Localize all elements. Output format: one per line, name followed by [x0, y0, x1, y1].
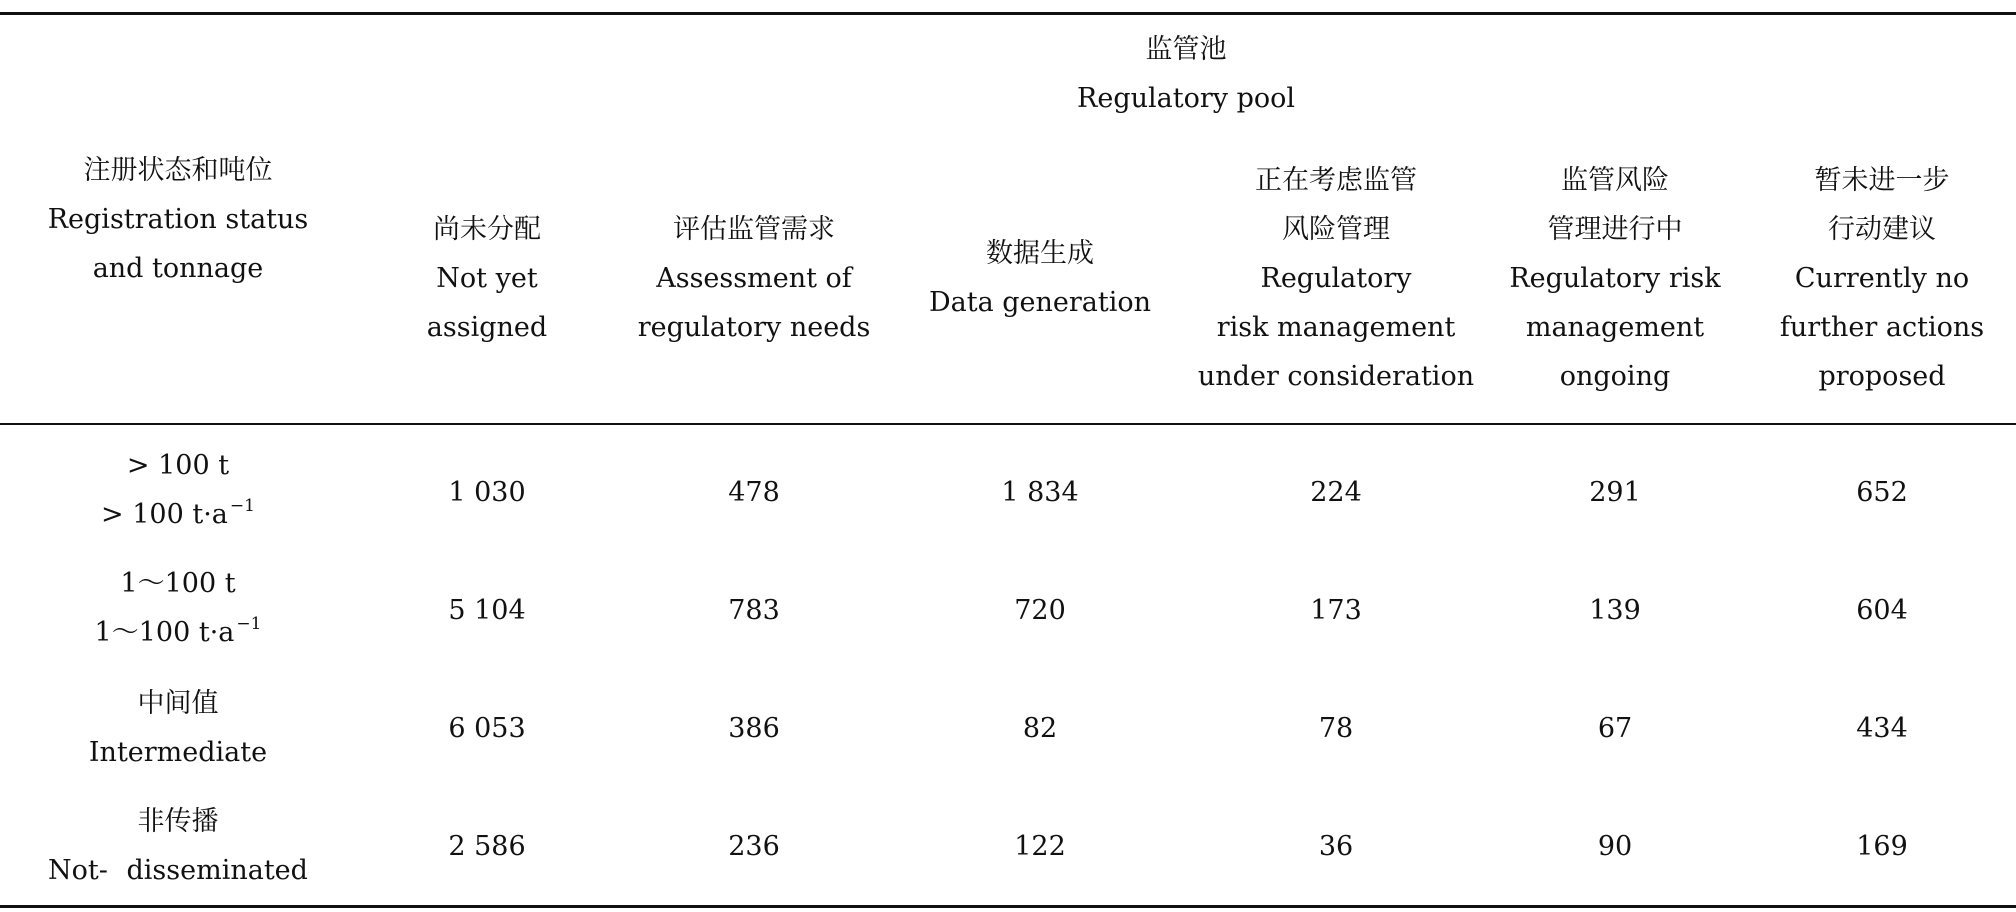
column-header-zh: 正在考虑监管 [1255, 164, 1417, 196]
row-label-line: Not- disseminated [48, 855, 308, 886]
table-cell: 82 [1022, 712, 1058, 744]
table-cell: 478 [728, 476, 780, 508]
table-cell: 139 [1589, 594, 1641, 626]
column-header-assessment [618, 133, 890, 424]
column-header-en: risk management [1216, 311, 1456, 343]
table-cell: 173 [1310, 594, 1362, 626]
row-label [0, 424, 356, 551]
column-header-not-yet-assigned [356, 133, 618, 424]
table-cell: 434 [1856, 712, 1908, 744]
column-header-zh: 管理进行中 [1547, 213, 1683, 245]
table-cell: 6 053 [448, 712, 526, 744]
column-header-ongoing [1482, 133, 1748, 424]
table-cell: 224 [1310, 476, 1362, 508]
row-label-line: 1～100 t [120, 568, 236, 599]
stub-header [0, 14, 356, 425]
row-label-exponent: −1 [236, 614, 262, 634]
row-label [0, 669, 356, 787]
column-header-en: ongoing [1559, 360, 1671, 392]
column-header-zh: 评估监管需求 [673, 213, 835, 245]
table-cell: 236 [618, 787, 890, 907]
row-label-line [0, 490, 356, 543]
table-row [0, 424, 2016, 551]
column-header-en: Data generation [928, 287, 1152, 318]
table-cell: 2 586 [356, 787, 618, 907]
column-header-en: Regulatory risk [1509, 262, 1721, 294]
column-header-en: Currently no [1794, 262, 1970, 294]
column-header-en: management [1525, 311, 1705, 343]
column-header-en: Regulatory [1260, 262, 1412, 294]
table-cell: 78 [1318, 712, 1354, 744]
column-header-zh: 监管风险 [1561, 164, 1669, 196]
row-label-line: 非传播 [137, 806, 219, 837]
column-header-zh: 风险管理 [1282, 213, 1390, 245]
row-label-line: > 100 t [126, 450, 230, 481]
column-header-no-further-actions [1748, 133, 2016, 424]
row-label-unit: 1～100 t·a [94, 617, 235, 648]
row-label [0, 787, 356, 907]
group-header-en: Regulatory pool [1077, 83, 1296, 114]
table-cell: 169 [1748, 787, 2016, 907]
table-row [0, 787, 2016, 907]
table-cell: 720 [1014, 594, 1066, 626]
table-cell: 783 [728, 594, 780, 626]
table-cell: 604 [1856, 594, 1908, 626]
column-header-en: Not yet [436, 262, 538, 294]
column-header-zh: 数据生成 [986, 238, 1094, 269]
stub-header-zh: 注册状态和吨位 [83, 154, 273, 186]
column-header-en: assigned [426, 311, 548, 343]
column-header-en: under consideration [1197, 360, 1475, 392]
table-cell: 386 [728, 712, 780, 744]
row-label-line [0, 608, 356, 661]
column-header-en: regulatory needs [637, 311, 871, 343]
stub-header-en-line: Registration status [47, 203, 309, 235]
row-label [0, 551, 356, 669]
column-header-en: Assessment of [656, 262, 852, 294]
table-cell: 291 [1589, 476, 1641, 508]
column-header-zh: 尚未分配 [433, 213, 541, 245]
column-header-data-generation [890, 133, 1190, 424]
table-cell: 36 [1190, 787, 1482, 907]
stub-header-en-line: and tonnage [92, 252, 264, 284]
row-label-exponent: −1 [229, 496, 255, 516]
regulatory-pool-table [0, 12, 2016, 908]
column-header-under-consideration [1190, 133, 1482, 424]
table-cell: 122 [890, 787, 1190, 907]
group-header [356, 14, 2016, 134]
column-header-en: proposed [1818, 360, 1946, 392]
column-header-en: further actions [1779, 311, 1985, 343]
column-header-zh: 暂未进一步 [1814, 164, 1950, 196]
group-header-zh: 监管池 [1145, 34, 1227, 65]
column-header-zh: 行动建议 [1828, 213, 1937, 245]
row-label-unit: > 100 t·a [101, 499, 228, 530]
table-cell: 90 [1482, 787, 1748, 907]
table-cell: 1 030 [448, 476, 526, 508]
table-cell: 652 [1856, 476, 1908, 508]
table-cell: 5 104 [448, 594, 526, 626]
row-label-line: 中间值 [137, 688, 219, 719]
table-row [0, 551, 2016, 669]
row-label-line: Intermediate [88, 737, 268, 768]
table-cell: 1 834 [1001, 476, 1079, 508]
table-cell: 67 [1597, 712, 1633, 744]
table-row [0, 669, 2016, 787]
